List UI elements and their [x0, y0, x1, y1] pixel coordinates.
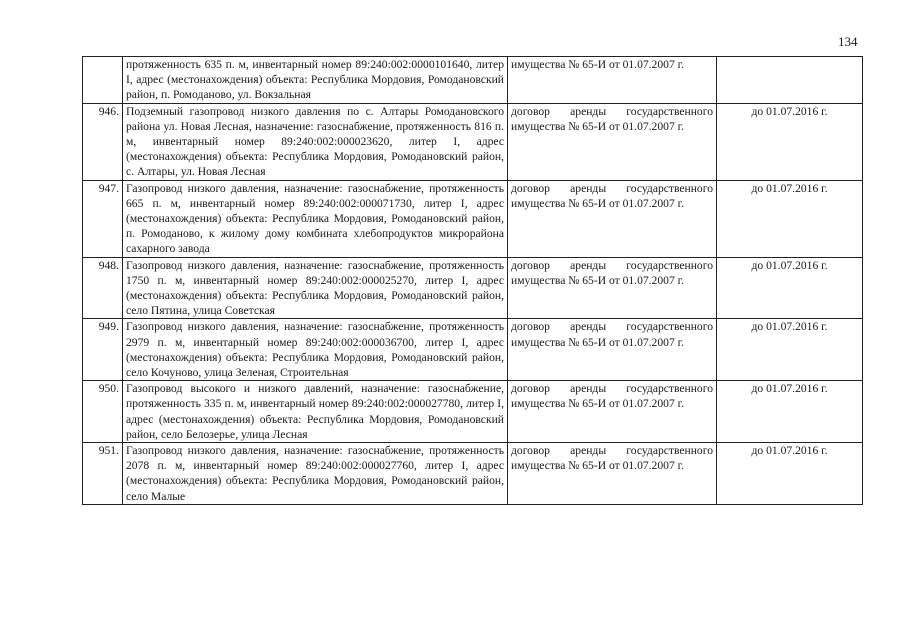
object-description: Подземный газопровод низкого давления по с. Алтары Ромодановского района ул. Новая Лесная, назначение: газоснабжение, протяженность 816 п. м, инвентарный номер 89:240:002:000023620, литер I, адрес (местонахождения) объекта: Республика Мордовия, Ромодановский район, с. Алтары, ул. Новая Лесная: [123, 103, 508, 180]
table-row: [83, 381, 863, 443]
lease-basis: договор аренды государственного имущества № 65-И от 01.07.2007 г.: [508, 381, 717, 443]
table-row: [83, 257, 863, 319]
page-number: 134: [838, 34, 858, 49]
lease-term: до 01.07.2016 г.: [717, 257, 863, 319]
lease-basis: договор аренды государственного имущества № 65-И от 01.07.2007 г.: [508, 443, 717, 505]
lease-term: до 01.07.2016 г.: [717, 180, 863, 257]
lease-term: до 01.07.2016 г.: [717, 381, 863, 443]
row-number: 950.: [83, 381, 123, 443]
lease-basis: договор аренды государственного имущества № 65-И от 01.07.2007 г.: [508, 319, 717, 381]
row-number: 947.: [83, 180, 123, 257]
lease-term: до 01.07.2016 г.: [717, 443, 863, 505]
object-description: протяженность 635 п. м, инвентарный номер 89:240:002:0000101640, литер I, адрес (местонахождения) объекта: Республика Мордовия, Ромодановский район, п. Ромоданово, ул. Вокзальная: [123, 57, 508, 104]
lease-term: до 01.07.2016 г.: [717, 103, 863, 180]
table-row: [83, 180, 863, 257]
lease-term: до 01.07.2016 г.: [717, 319, 863, 381]
lease-basis: договор аренды государственного имущества № 65-И от 01.07.2007 г.: [508, 103, 717, 180]
row-number: 949.: [83, 319, 123, 381]
property-registry-table: [82, 56, 863, 505]
row-number: [83, 57, 123, 104]
table-row: [83, 57, 863, 104]
lease-term: [717, 57, 863, 104]
table-row: [83, 443, 863, 505]
lease-basis: договор аренды государственного имущества № 65-И от 01.07.2007 г.: [508, 257, 717, 319]
object-description: Газопровод низкого давления, назначение: газоснабжение, протяженность 2979 п. м, инвентарный номер 89:240:002:000036700, литер I, адрес (местонахождения) объекта: Республика Мордовия, Ромодановский район, село Кочуново, улица Зеленая, Строительная: [123, 319, 508, 381]
lease-basis: имущества № 65-И от 01.07.2007 г.: [508, 57, 717, 104]
object-description: Газопровод низкого давления, назначение: газоснабжение, протяженность 2078 п. м, инвентарный номер 89:240:002:000027760, литер I, адрес (местонахождения) объекта: Республика Мордовия, Ромодановский район, село Малые: [123, 443, 508, 505]
row-number: 946.: [83, 103, 123, 180]
object-description: Газопровод высокого и низкого давлений, назначение: газоснабжение, протяженность 335 п. м, инвентарный номер 89:240:002:000027780, литер I, адрес (местонахождения) объекта: Республика Мордовия, Ромодановский район, село Белозерье, улица Лесная: [123, 381, 508, 443]
lease-basis: договор аренды государственного имущества № 65-И от 01.07.2007 г.: [508, 180, 717, 257]
row-number: 951.: [83, 443, 123, 505]
object-description: Газопровод низкого давления, назначение: газоснабжение, протяженность 1750 п. м, инвентарный номер 89:240:002:000025270, литер I, адрес (местонахождения) объекта: Республика Мордовия, Ромодановский район, село Пятина, улица Советская: [123, 257, 508, 319]
table-row: [83, 319, 863, 381]
object-description: Газопровод низкого давления, назначение: газоснабжение, протяженность 665 п. м, инвентарный номер 89:240:002:000071730, литер I, адрес (местонахождения) объекта: Республика Мордовия, Ромодановский район, п. Ромоданово, к жилому дому комбината хлебопродуктов микрорайона сахарного завода: [123, 180, 508, 257]
table-row: [83, 103, 863, 180]
row-number: 948.: [83, 257, 123, 319]
